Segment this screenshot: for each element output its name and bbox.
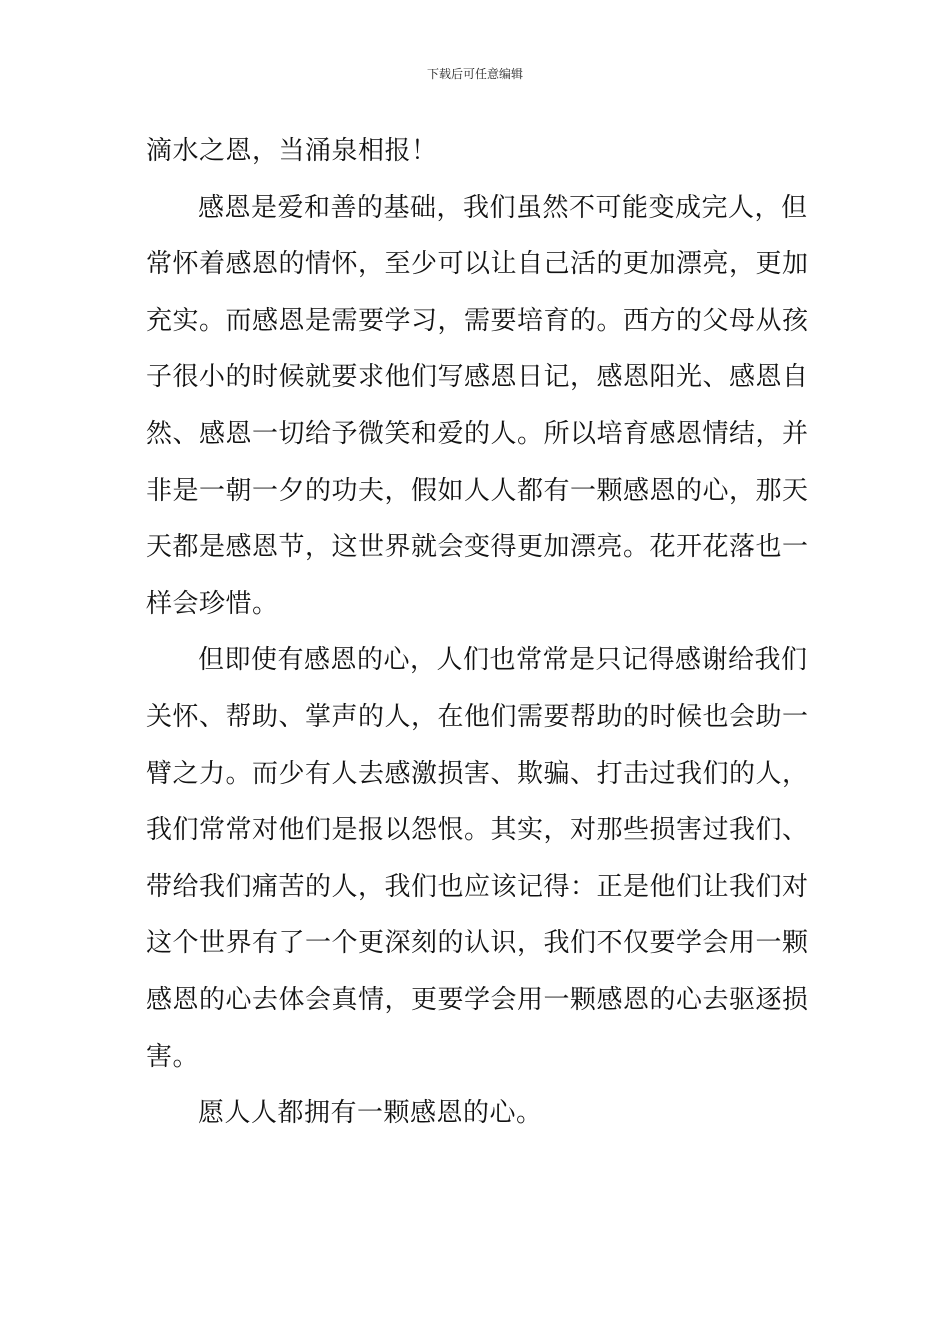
paragraph [146, 1085, 810, 1142]
paragraph [146, 123, 810, 180]
text-line: 天都是感恩节，这世界就会变得更加漂亮。花开花落也一 [146, 532, 809, 563]
text-line: 常怀着感恩的情怀，至少可以让自己活的更加漂亮，更加 [146, 249, 809, 280]
text-line: 关怀、帮助、掌声的人，在他们需要帮助的时候也会助一 [146, 701, 809, 732]
text-line: 害。 [146, 1041, 200, 1072]
paragraph [146, 632, 810, 1085]
text-line: 感恩是爱和善的基础，我们虽然不可能变成完人，但 [198, 192, 808, 223]
text-line: 这个世界有了一个更深刻的认识，我们不仅要学会用一颗 [146, 928, 809, 959]
page-header: 下载后可任意编辑 [426, 67, 523, 81]
text-line: 滴水之恩，当涌泉相报！ [146, 136, 438, 166]
text-line: 臂之力。而少有人去感激损害、欺骗、打击过我们的人， [146, 758, 809, 789]
text-line: 充实。而感恩是需要学习，需要培育的。西方的父母从孩 [146, 305, 809, 336]
text-line: 样会珍惜。 [146, 588, 279, 619]
text-line: 我们常常对他们是报以怨恨。其实，对那些损害过我们、 [146, 815, 809, 846]
text-line: 非是一朝一夕的功夫，假如人人都有一颗感恩的心，那天 [146, 475, 809, 506]
text-line: 子很小的时候就要求他们写感恩日记，感恩阳光、感恩自 [146, 362, 809, 393]
text-line: 带给我们痛苦的人，我们也应该记得：正是他们让我们对 [146, 871, 809, 902]
text-line: 感恩的心去体会真情，更要学会用一颗感恩的心去驱逐损 [146, 984, 809, 1015]
paragraph [146, 180, 810, 633]
text-line: 但即使有感恩的心，人们也常常是只记得感谢给我们 [198, 645, 808, 676]
text-line: 然、感恩一切给予微笑和爱的人。所以培育感恩情结，并 [146, 418, 809, 449]
document-body [146, 123, 810, 1142]
text-line: 愿人人都拥有一颗感恩的心。 [198, 1098, 543, 1129]
